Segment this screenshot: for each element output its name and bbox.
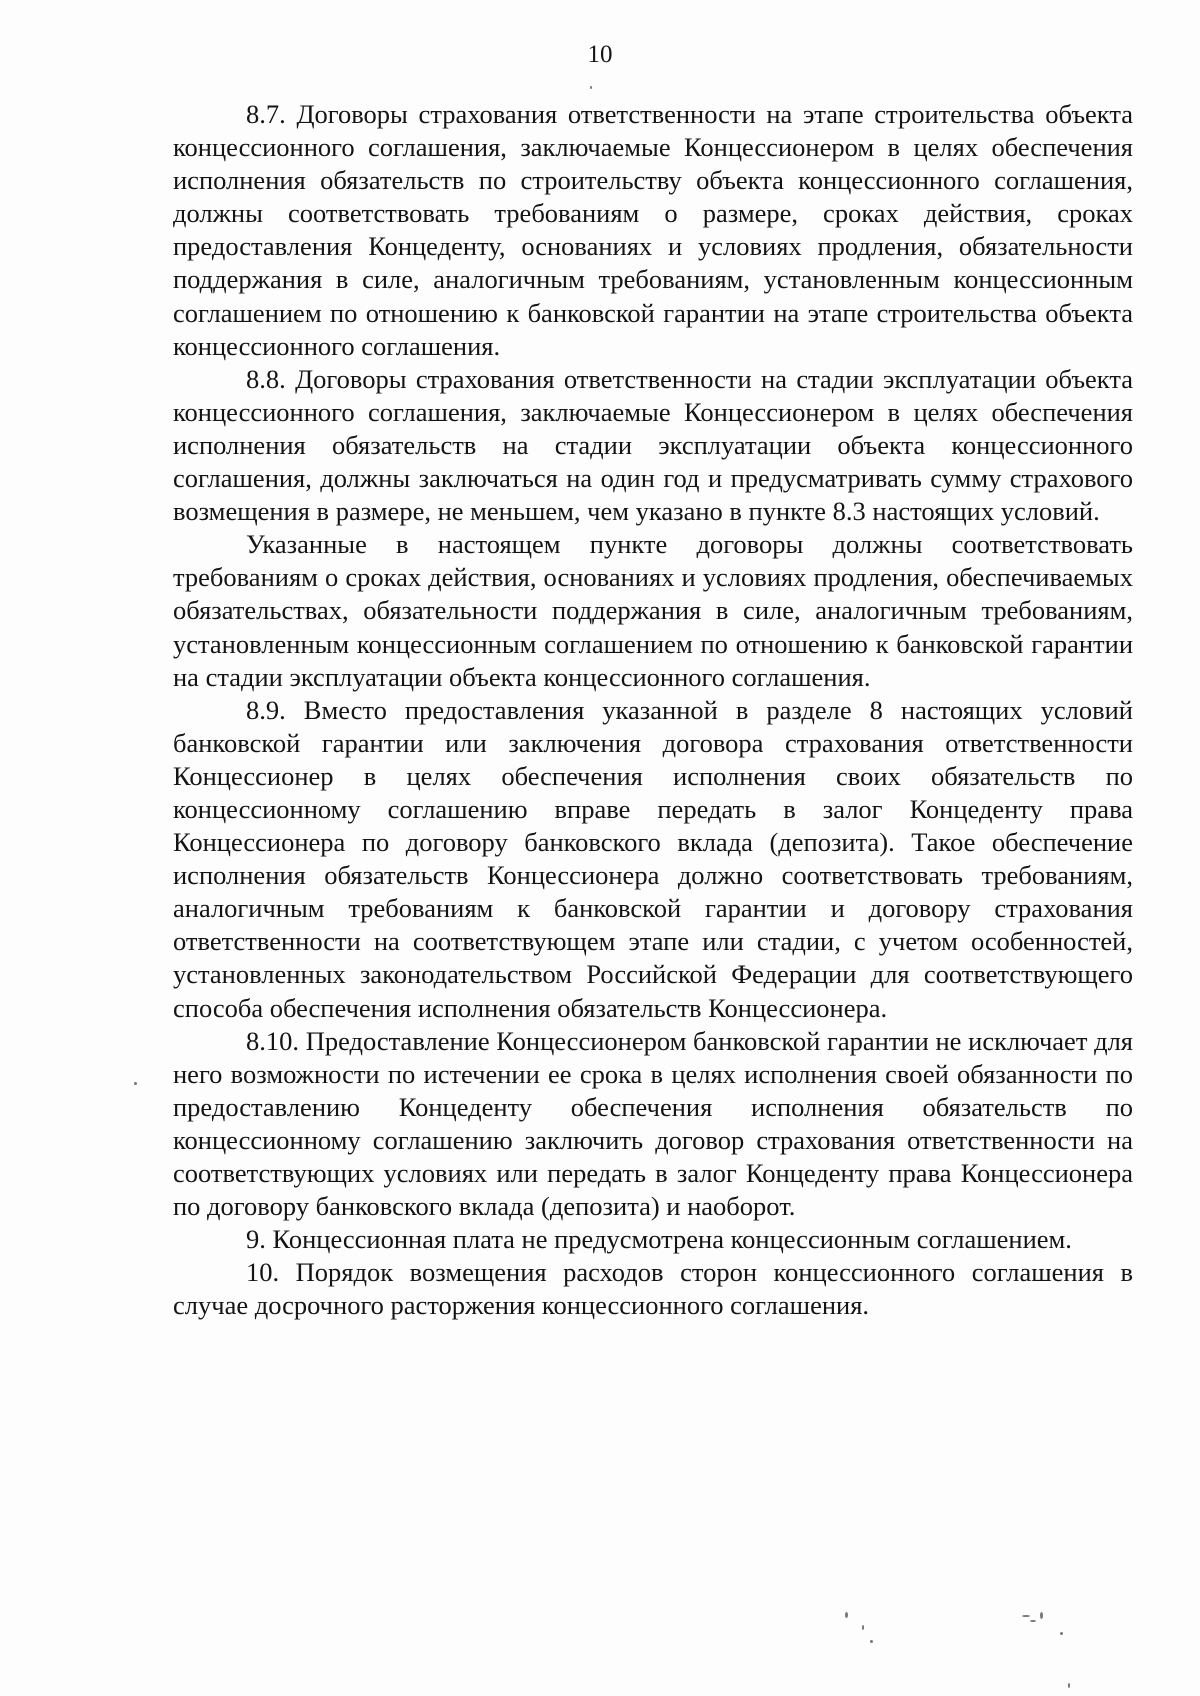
- clause-8-10: 8.10. Предоставление Концессионером банковской гарантии не исключает для него возможности по истечении ее срока в целях исполнения своей обязанности по предоставлению Концеденту обеспечения исполнения обязательств по концессионному соглашению заключить договор страхования ответственности на соответствующих условиях или передать в залог Концеденту права Концессионера по договору банковского вклада (депозита) и наоборот.: [173, 1025, 1133, 1222]
- document-body: [173, 98, 1133, 1322]
- page-number: 10: [587, 41, 613, 68]
- clause-8-8-continuation: Указанные в настоящем пункте договоры должны соответствовать требованиям о сроках действия, основаниях и условиях продления, обеспечиваемых обязательствах, обязательности поддержания в силе, аналогичным требованиям, установленным концессионным соглашением по отношению к банковской гарантии на стадии эксплуатации объекта концессионного соглашения.: [173, 529, 1133, 692]
- clause-8-8: 8.8. Договоры страхования ответственности на стадии эксплуатации объекта концессионного соглашения, заключаемые Концессионером в целях обеспечения исполнения обязательств на стадии эксплуатации объекта концессионного соглашения, должны заключаться на один год и предусматривать сумму страхового возмещения в размере, не меньшем, чем указано в пункте 8.3 настоящих условий.: [173, 363, 1133, 527]
- clause-8-9: 8.9. Вместо предоставления указанной в разделе 8 настоящих условий банковской гарантии или заключения договора страхования ответственности Концессионер в целях обеспечения исполнения своих обязательств по концессионному соглашению вправе передать в залог Концеденту права Концессионера по договору банковского вклада (депозита). Такое обеспечение исполнения обязательств Концессионера должно соответствовать требованиям, аналогичным требованиям к банковской гарантии и договору страхования ответственности на соответствующем этапе или стадии, с учетом особенностей, установленных законодательством Российской Федерации для соответствующего способа обеспечения исполнения обязательств Концессионера.: [173, 694, 1133, 1023]
- section-9: 9. Концессионная плата не предусмотрена концессионным соглашением.: [246, 1224, 1072, 1255]
- clause-8-7: 8.7. Договоры страхования ответственности на этапе строительства объекта концессионного соглашения, заключаемые Концессионером в целях обеспечения исполнения обязательств по строительству объекта концессионного соглашения, должны соответствовать требованиям о размере, сроках действия, сроках предоставления Концеденту, основаниях и условиях продления, обязательности поддержания в силе, аналогичным требованиям, установленным концессионным соглашением по отношению к банковской гарантии на этапе строительства объекта концессионного соглашения.: [173, 99, 1133, 361]
- section-10-heading: 10. Порядок возмещения расходов сторон концессионного соглашения в случае досрочного расторжения концессионного соглашения.: [173, 1257, 1133, 1321]
